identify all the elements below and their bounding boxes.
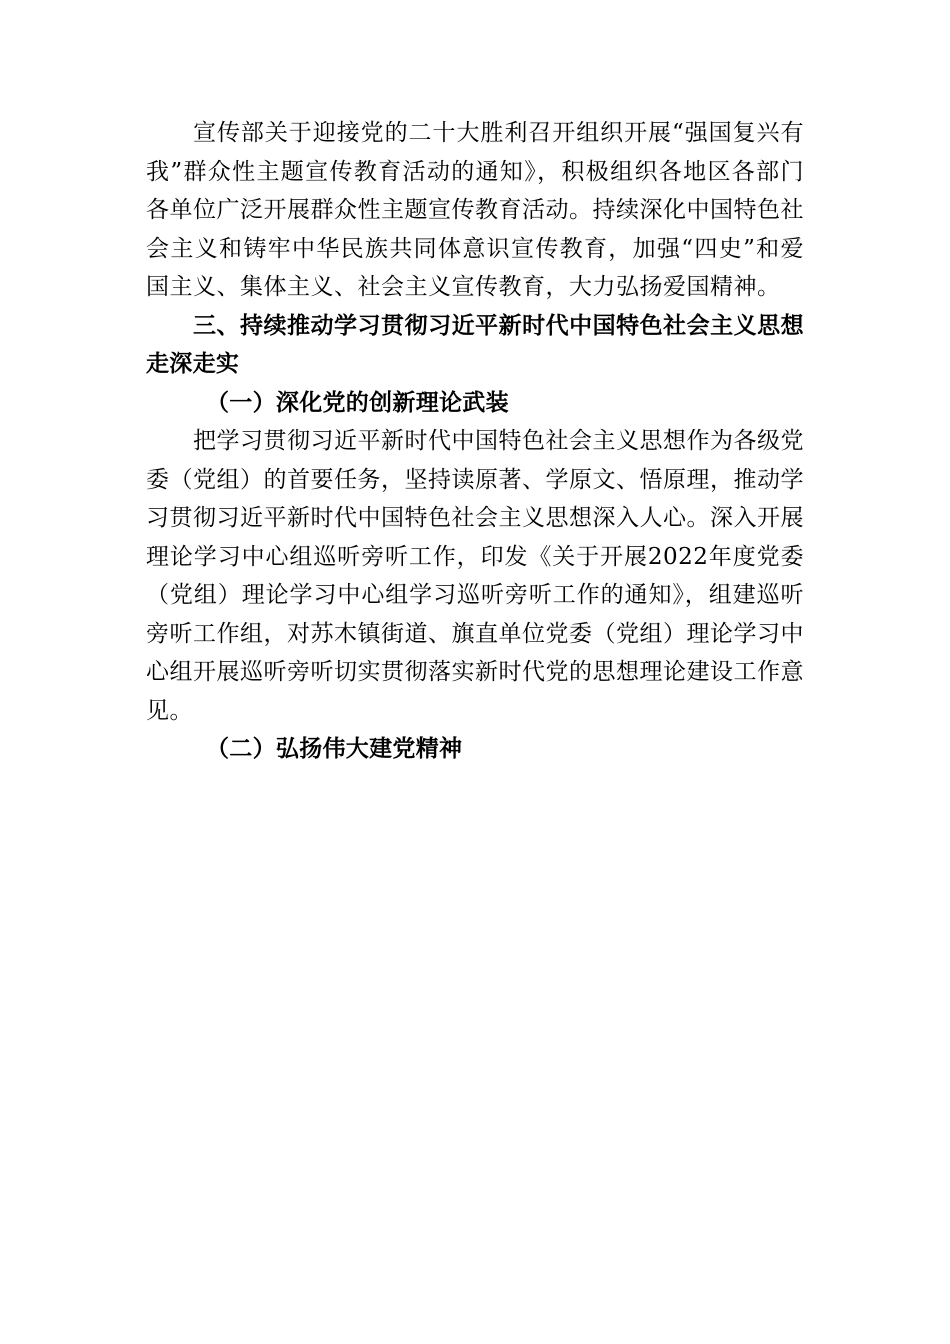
subsection-heading: （二）弘扬伟大建党精神 [206, 736, 463, 762]
document-page [146, 114, 804, 769]
section-heading: 三、持续推动学习贯彻习近平新时代中国特色社会主义思想走深走实 [146, 312, 804, 377]
subsection-heading: （一）深化党的创新理论武装 [206, 389, 509, 416]
body-paragraph: 把学习贯彻习近平新时代中国特色社会主义思想作为各级党委（党组）的首要任务，坚持读原著、学原文、悟原理，推动学习贯彻习近平新时代中国特色社会主义思想深入人心。深入开展理论学习中心组巡听旁听工作，印发《关于开展2022年度党委（党组）理论学习中心组学习巡听旁听工作的通知》，组建巡听旁听工作组，对苏木镇街道、旗直单位党委（党组）理论学习中心组开展巡听旁听切实贯彻落实新时代党的思想理论建设工作意见。 [146, 428, 804, 724]
body-paragraph: 宣传部关于迎接党的二十大胜利召开组织开展“强国复兴有我”群众性主题宣传教育活动的通知》，积极组织各地区各部门各单位广泛开展群众性主题宣传教育活动。持续深化中国特色社会主义和铸牢中华民族共同体意识宣传教育，加强“四史”和爱国主义、集体主义、社会主义宣传教育，大力弘扬爱国精神。 [146, 120, 804, 300]
